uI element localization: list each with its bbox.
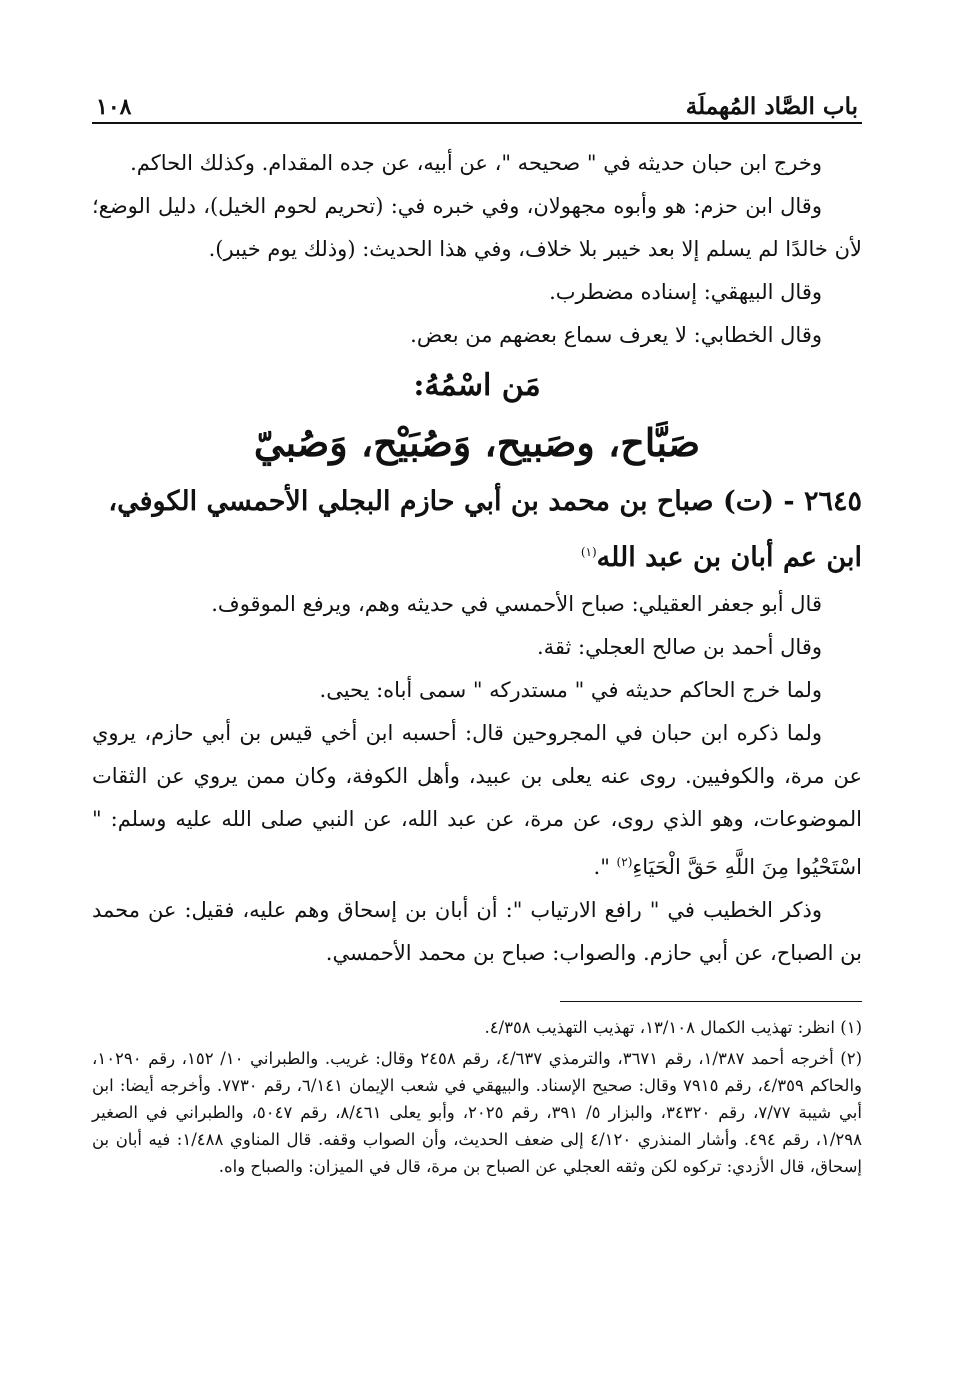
paragraph: وذكر الخطيب في " رافع الارتياب ": أن أبان بن إسحاق وهم عليه، فقيل: عن محمد بن الصباح، عن أبي حازم. والصواب: صباح بن محمد الأحمسي. [92, 898, 862, 965]
entry-title [92, 477, 862, 583]
paragraph: وقال أحمد بن صالح العجلي: ثقة. [536, 635, 822, 659]
footnote-text: أخرجه أحمد ١/٣٨٧، رقم ٣٦٧١، والترمذي ٤/٦٣٧، رقم ٢٤٥٨ وقال: غريب. والطبراني ١٠/ ١٥٢، رقم ١٠٢٩٠، والحاكم ٤/٣٥٩، رقم ٧٩١٥ وقال: صحيح الإسناد. والبيهقي في شعب الإيمان ٦/١٤١، رقم ٧٧٣٠. وأخرجه أيضا: ابن أبي شيبة ٧/٧٧، رقم ٣٤٣٢٠، والبزار ٥/ ٣٩١، رقم ٢٠٢٥، وأبو يعلى ٨/٤٦١، رقم ٥٠٤٧، والطبراني في الصغير ١/٢٩٨، رقم ٤٩٤. وأشار المنذري ٤/١٢٠ إلى ضعف الحديث، وأن الصواب وقفه. قال المناوي ١/٤٨٨: فيه أبان بن إسحاق، قال الأزدي: تركوه لكن وثقه العجلي عن الصباح بن مرة، قال في الميزان: والصباح واه. [92, 1049, 862, 1176]
paragraph-text: ولما ذكره ابن حبان في المجروحين قال: أحسبه ابن أخي قيس بن أبي حازم، يروي عن مرة، والكوفيين. روى عنه يعلى بن عبيد، وأهل الكوفة، وكان ممن يروي عن الثقات الموضوعات، وهو الذي روى، عن مرة، عن عبد الله، عن النبي صلى الله عليه وسلم: " اسْتَحْيُوا مِنَ اللَّهِ حَقَّ الْحَيَاءِ [92, 721, 862, 879]
footnote-mark: (٢) [840, 1049, 863, 1068]
page-number: ١٠٨ [96, 94, 132, 120]
entry-title-line1: ٢٦٤٥ - (ت) صباح بن محمد بن أبي حازم البجلي الأحمسي الكوفي، [108, 486, 862, 517]
page-header [92, 78, 862, 120]
main-text [92, 142, 862, 975]
book-page [92, 78, 862, 1184]
section-heading: مَن اسْمُهُ: [413, 368, 541, 403]
paragraph [92, 712, 862, 889]
entry-title-line2 [92, 527, 862, 583]
paragraph: وقال البيهقي: إسناده مضطرب. [549, 280, 822, 304]
paragraph: قال أبو جعفر العقيلي: صباح الأحمسي في حديثه وهم، ويرفع الموقوف. [211, 592, 822, 616]
footnote-marker: (١) [580, 545, 597, 559]
footnote-separator [560, 1001, 862, 1002]
footnote [92, 1014, 862, 1041]
footnote-text: انظر: تهذيب الكمال ١٣/١٠٨، تهذيب التهذيب ٤/٣٥٨. [484, 1018, 835, 1037]
paragraph: وقال ابن حزم: هو وأبوه مجهولان، وفي خبره في: (تحريم لحوم الخيل)، دليل الوضع؛ لأن خالدًا لم يسلم إلا بعد خيبر بلا خلاف، وفي هذا الحديث: (وذلك يوم خيبر). [92, 194, 862, 261]
footnote [92, 1045, 862, 1180]
paragraph: وقال الخطابي: لا يعرف سماع بعضهم من بعض. [410, 323, 822, 347]
chapter-title: باب الصَّاد المُهملَة [685, 93, 858, 120]
header-rule [92, 122, 862, 124]
entry-title-text: ابن عم أبان بن عبد الله [596, 542, 862, 573]
section-subheading: صَبَّاح، وصَبيح، وَصُبَيْح، وَصُبيّ [253, 420, 701, 465]
footnotes [92, 1014, 862, 1180]
paragraph: وخرج ابن حبان حديثه في " صحيحه "، عن أبيه، عن جده المقدام. وكذلك الحاكم. [130, 151, 822, 175]
paragraph: ولما خرج الحاكم حديثه في " مستدركه " سمى أباه: يحيى. [319, 678, 822, 702]
footnote-marker: (٢) [616, 855, 633, 869]
paragraph-text-end: ". [593, 855, 617, 879]
footnote-mark: (١) [840, 1018, 862, 1037]
